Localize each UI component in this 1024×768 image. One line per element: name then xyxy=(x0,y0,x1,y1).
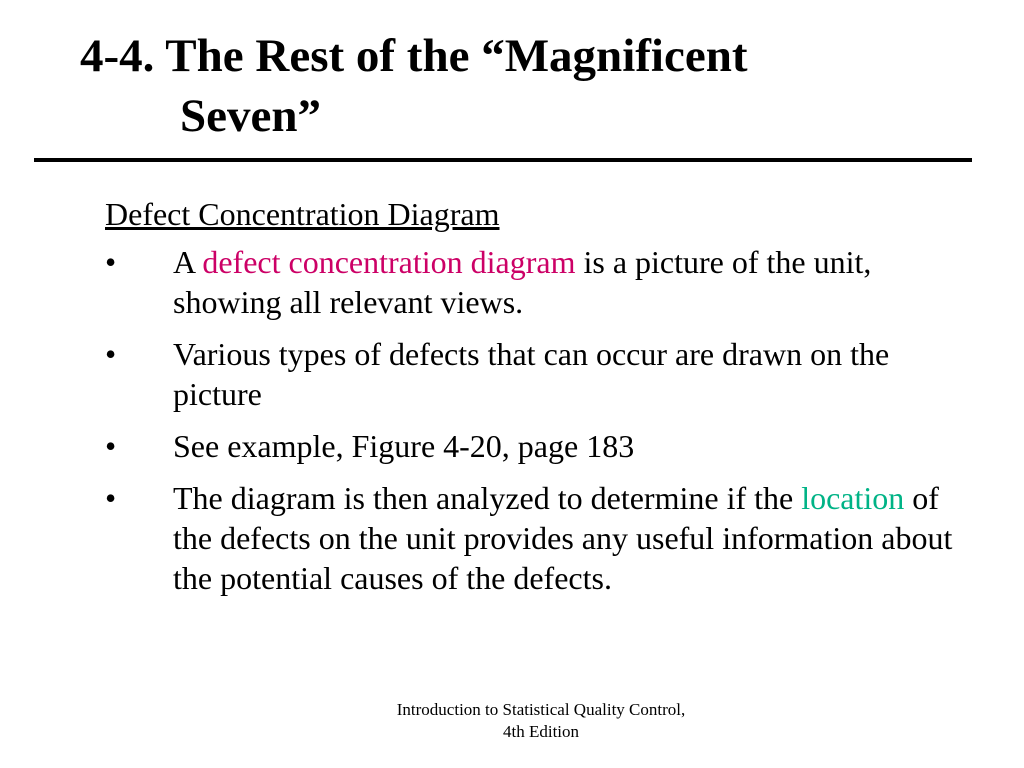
bullet-4-text-before: The diagram is then analyzed to determine if the xyxy=(173,480,802,516)
bullet-item-2 xyxy=(105,334,965,414)
bullet-marker: • xyxy=(105,480,117,516)
bullet-4-highlight: location xyxy=(801,480,905,516)
slide-body xyxy=(105,194,965,610)
bullet-2-text: Various types of defects that can occur are drawn on the picture xyxy=(173,336,890,412)
bullet-1-text-before: A xyxy=(173,244,203,280)
slide-footer xyxy=(341,699,741,743)
footer-line-1: Introduction to Statistical Quality Control, xyxy=(396,700,686,719)
bullet-marker: • xyxy=(105,244,117,280)
bullet-item-4 xyxy=(105,478,965,598)
footer-line-2: 4th Edition xyxy=(502,722,580,741)
bullet-item-1 xyxy=(105,242,965,322)
slide-title xyxy=(80,26,980,146)
slide-title-line-2: Seven” xyxy=(180,90,321,142)
bullet-4-text-after: of the defects on the unit provides any useful information about the potential causes of the defects. xyxy=(173,480,953,596)
bullet-item-3 xyxy=(105,426,965,466)
slide-title-line-1: 4-4. The Rest of the “Magnificent xyxy=(80,30,748,82)
bullet-marker: • xyxy=(105,336,117,372)
section-heading: Defect Concentration Diagram xyxy=(105,196,500,232)
bullet-marker: • xyxy=(105,428,117,464)
bullet-1-highlight: defect concentration diagram xyxy=(202,244,576,280)
bullet-3-text: See example, Figure 4-20, page 183 xyxy=(173,428,635,464)
bullet-list xyxy=(105,242,965,598)
bullet-1-text-after: is a picture of the unit, showing all relevant views. xyxy=(173,244,872,320)
title-divider xyxy=(34,158,972,162)
